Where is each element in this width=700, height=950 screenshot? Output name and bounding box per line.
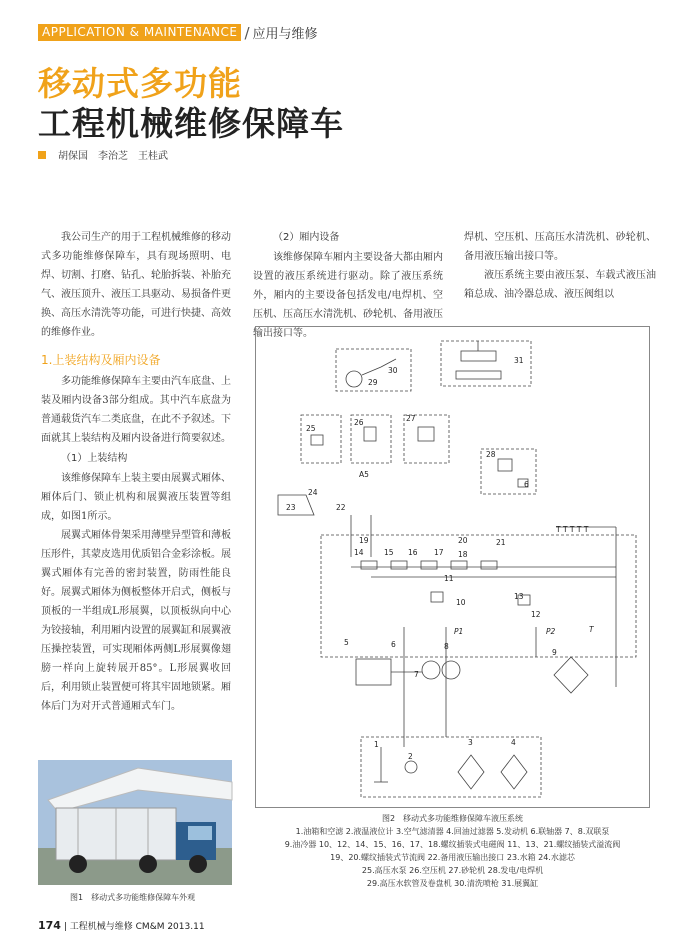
label-30: 30: [388, 366, 398, 375]
label-6: 6: [391, 640, 396, 649]
figure-2-legend-2: 9.油冷器 10、12、14、15、16、17、18.螺纹插装式电磁阀 11、13、21.螺纹插装式溢流阀: [284, 840, 621, 849]
label-12: 12: [531, 610, 541, 619]
label-5: 5: [344, 638, 349, 647]
label-19: 19: [359, 536, 369, 545]
label-13: 13: [514, 592, 524, 601]
subsection-1-paragraph-2: 展翼式厢体骨架采用薄壁异型管和薄板压形件，其蒙皮选用优质铝合金彩涂板。展翼式厢体有完善的密封装置，防雨性能良好。展翼式厢体为侧板整体开启式，侧板与顶板的一半组成L形展翼，以顶板纵向中心为铰接轴，利用厢内设置的展翼缸和展翼液压操控装置，可实现厢体两侧L形展翼像翅膀一样向上旋转展开85°。L形展翼收回后，利用锁止装置便可将其牢固地锁紧。厢体后门为对开式普通厢式车门。: [41, 530, 231, 712]
figure-1-photo: [38, 760, 232, 885]
column-3: [464, 228, 656, 304]
label-3: 3: [468, 738, 473, 747]
figure-2-title: 图2 移动式多功能维修保障车液压系统: [381, 814, 524, 823]
label-tt: T T T T T: [556, 525, 589, 534]
label-p1: P1: [454, 627, 464, 636]
label-18: 18: [458, 550, 468, 559]
label-21: 21: [496, 538, 506, 547]
header-cn: 应用与维修: [252, 27, 318, 42]
hydraulic-schematic: [256, 327, 651, 809]
label-20: 20: [458, 536, 468, 545]
authors: [38, 147, 168, 162]
label-29: 29: [368, 378, 378, 387]
figure-2-legend-5: 29.高压水软管及卷盘机 30.清洗喷枪 31.展翼缸: [366, 879, 539, 888]
label-p2: P2: [546, 627, 556, 636]
label-6b: 6: [524, 480, 529, 489]
label-16: 16: [408, 548, 418, 557]
page-footer: [38, 919, 205, 932]
intro-paragraph: 我公司生产的用于工程机械维修的移动式多功能维修保障车，具有现场照明、电焊、切割、打磨、钻孔、轮胎拆装、补胎充气、液压顶升、液压工具驱动、易损备件更换、高压水清洗等功能，可进行快捷、高效的维修作业。: [41, 232, 231, 338]
label-4: 4: [511, 738, 516, 747]
label-27: 27: [406, 414, 416, 423]
section-1-paragraph: 多功能维修保障车主要由汽车底盘、上装及厢内设备3部分组成。其中汽车底盘为普通载货汽车二类底盘，在此不予叙述。下面就其上装结构及厢内设备进行简要叙述。: [41, 376, 231, 444]
label-2: 2: [408, 752, 413, 761]
label-31: 31: [514, 356, 524, 365]
column-3-continuation: 焊机、空压机、压高压水清洗机、砂轮机、备用液压输出接口等。: [464, 232, 656, 262]
label-25: 25: [306, 424, 316, 433]
label-t: T: [589, 625, 594, 634]
page-number: 174: [38, 919, 61, 932]
subsection-2-paragraph-2: 液压系统主要由液压泵、车载式液压油箱总成、油冷器总成、液压阀组以: [464, 270, 656, 300]
figure-2-legend-3: 19、20.螺纹插装式节流阀 22.备用液压输出接口 23.水箱 24.水滤芯: [330, 853, 575, 862]
label-17: 17: [434, 548, 444, 557]
label-7: 7: [414, 670, 419, 679]
label-24: 24: [308, 488, 318, 497]
label-14: 14: [354, 548, 364, 557]
square-icon: [38, 151, 46, 159]
label-9: 9: [552, 648, 557, 657]
figure-1-caption: 图1 移动式多功能维修保障车外观: [70, 893, 196, 902]
issue: CM&M 2013.11: [135, 922, 205, 932]
column-1: [41, 228, 231, 716]
header-en: APPLICATION & MAINTENANCE: [38, 24, 241, 41]
label-11: 11: [444, 574, 454, 583]
subsection-2-heading: （2）厢内设备: [273, 232, 340, 243]
figure-2-caption: [255, 812, 650, 890]
hydraulic-diagram: [255, 326, 650, 808]
figure-2-legend-4: 25.高压水泵 26.空压机 27.砂轮机 28.发电/电焊机: [361, 866, 544, 875]
label-22: 22: [336, 503, 346, 512]
section-1-heading: 1.上装结构及厢内设备: [41, 353, 161, 367]
label-26: 26: [354, 418, 364, 427]
column-2: [253, 228, 443, 339]
section-header: [38, 24, 318, 41]
journal-name: 工程机械与维修: [69, 922, 133, 932]
figure-2-legend-1: 1.油箱和空滤 2.液温液位计 3.空气滤清器 4.回油过滤器 5.发动机 6.联轴器 7、8.双联泵: [295, 827, 610, 836]
title-line2: 工程机械维修保障车: [38, 104, 344, 143]
truck-illustration: [38, 760, 232, 885]
label-a5: A5: [359, 470, 369, 479]
subsection-2-paragraph-1: 该维修保障车厢内主要设备大都由厢内设置的液压系统进行驱动。除了液压系统外，厢内的主要设备包括发电/电焊机、空压机、压高压水清洗机、砂轮机、备用液压输出接口等。: [253, 252, 443, 339]
footer-divider: |: [63, 922, 70, 932]
label-8: 8: [444, 642, 449, 651]
subsection-1-heading: （1）上装结构: [61, 453, 128, 464]
label-23: 23: [286, 503, 296, 512]
label-1: 1: [374, 740, 379, 749]
label-15: 15: [384, 548, 394, 557]
title-line1: 移动式多功能: [38, 64, 242, 103]
label-10: 10: [456, 598, 466, 607]
header-slash: /: [244, 23, 250, 42]
subsection-1-paragraph-1: 该维修保障车上装主要由展翼式厢体、厢体后门、锁止机构和展翼液压装置等组成，如图1所示。: [41, 473, 231, 522]
label-28: 28: [486, 450, 496, 459]
authors-text: 胡保国 李治芝 王桂武: [58, 151, 168, 162]
